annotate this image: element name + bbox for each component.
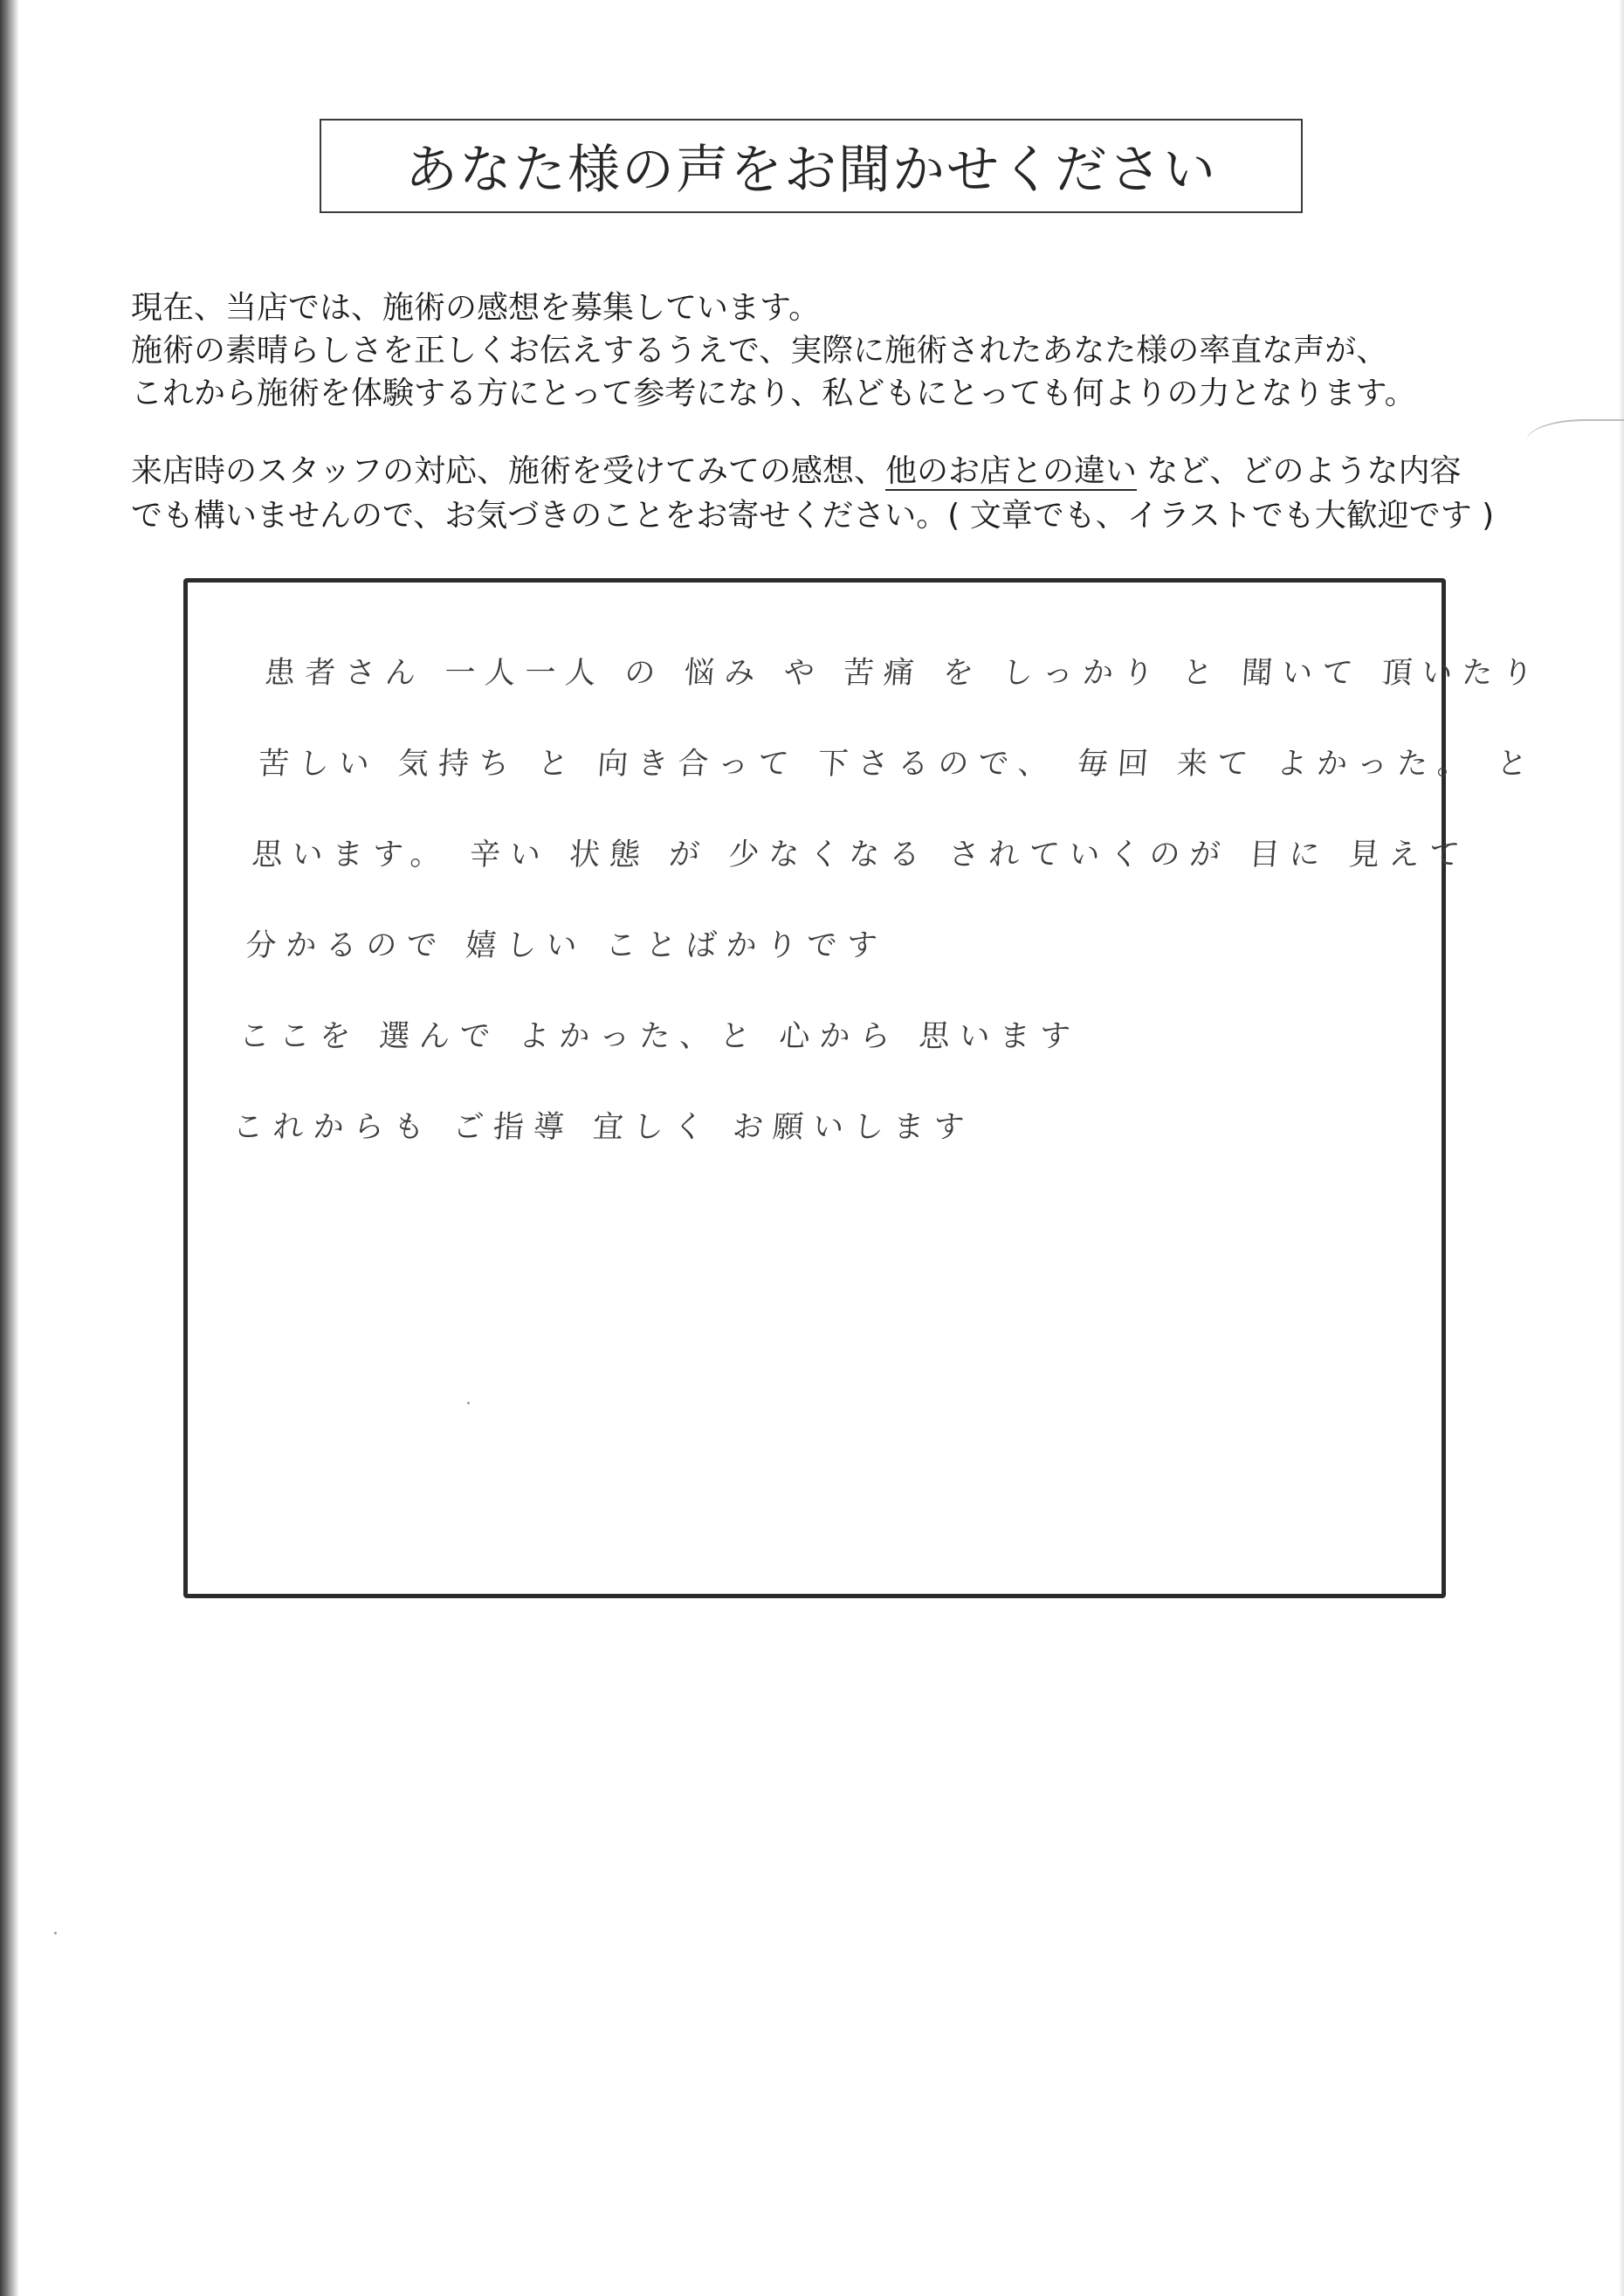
request-text: など、どのような内容 xyxy=(1146,453,1462,489)
paper-curl-mark xyxy=(1526,419,1624,456)
page-title: あなた様の声をお聞かせください xyxy=(405,140,1217,201)
intro-paragraph xyxy=(131,286,1510,415)
handwritten-line: ここを 選んで よかった、と 心から 思います xyxy=(237,1019,1082,1054)
answer-box xyxy=(183,578,1544,1598)
intro-line: 施術の素晴らしさを正しくお伝えするうえで、実際に施術されたあなた様の率直な声が、 xyxy=(131,333,1388,369)
underlined-phrase: 他のお店との違い xyxy=(885,453,1138,489)
paper-speck xyxy=(467,1402,470,1404)
request-paragraph xyxy=(131,449,1510,538)
scan-shadow-right xyxy=(1619,0,1624,2296)
handwritten-answer xyxy=(230,628,1544,1173)
scan-shadow-left xyxy=(0,0,19,2296)
intro-line: これから施術を体験する方にとって参考になり、私どもにとっても何よりの力となります。 xyxy=(131,376,1416,411)
handwritten-line: 患者さん 一人一人 の 悩み や 苦痛 を しっかり と 聞いて 頂いたり xyxy=(263,656,1544,691)
handwritten-line: 分かるので 嬉しい ことばかりです xyxy=(244,928,889,963)
request-text: 来店時のスタッフの対応、施術を受けてみての感想、 xyxy=(131,453,886,489)
handwritten-line: 苦しい 気持ち と 向き合って 下さるので、 毎回 来て よかった。 と xyxy=(257,747,1538,782)
intro-line: 現在、当店では、施術の感想を募集しています。 xyxy=(131,290,821,326)
paper-speck xyxy=(54,1932,57,1934)
request-line-2: でも構いませんので、お気づきのことをお寄せください。( 文章でも、イラストでも大歓迎です ) xyxy=(131,498,1495,534)
handwritten-line: これからも ご指導 宜しく お願いします xyxy=(231,1110,975,1145)
handwritten-line: 思います。 辛い 状態 が 少なくなる されていくのが 目に 見えて xyxy=(251,838,1471,872)
request-line-1 xyxy=(131,449,1510,493)
title-box xyxy=(320,119,1303,213)
